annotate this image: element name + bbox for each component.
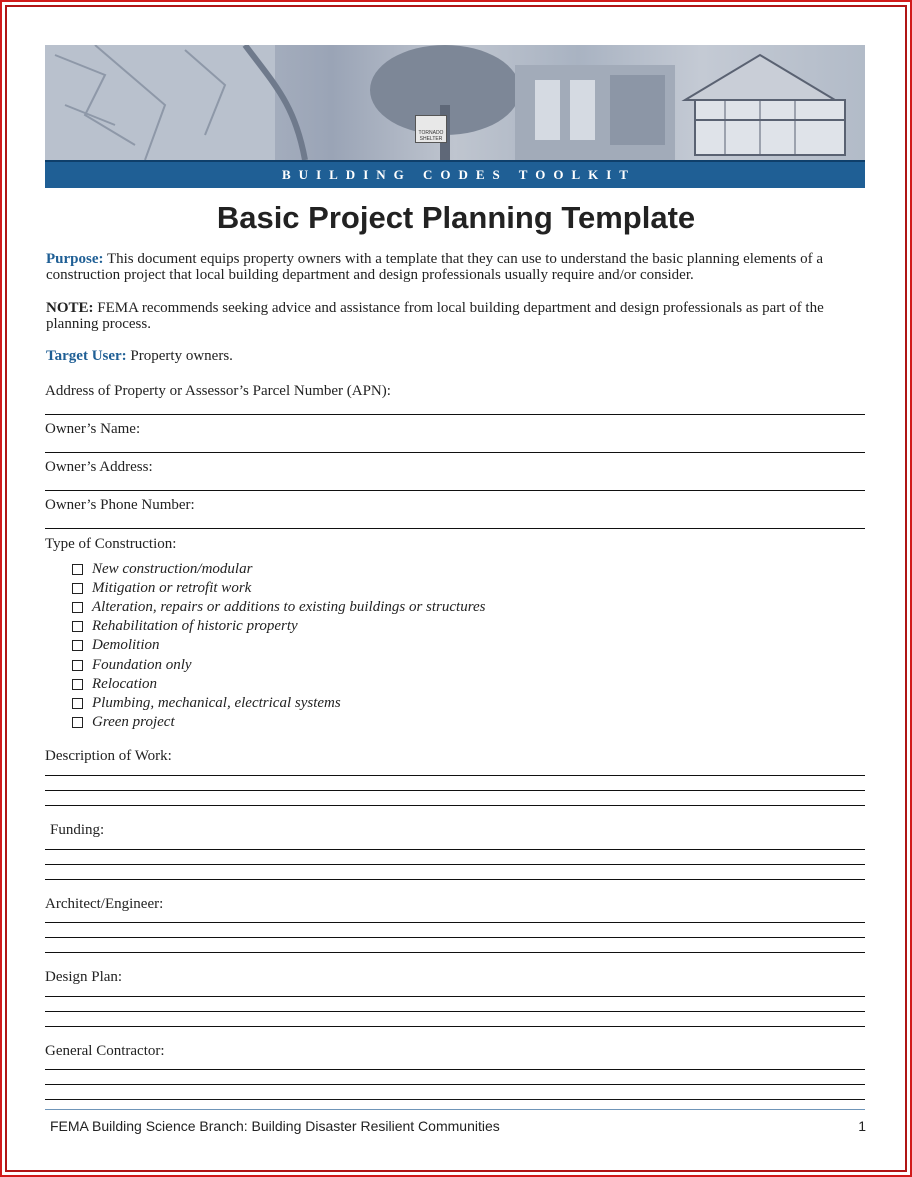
construction-option[interactable]: [72, 617, 485, 636]
owner-name-line[interactable]: [45, 452, 865, 453]
checkbox[interactable]: [72, 602, 83, 613]
design-plan-line[interactable]: [45, 1011, 865, 1012]
tornado-shelter-sign: TORNADO SHELTER: [415, 115, 447, 143]
description-label: Description of Work:: [45, 748, 172, 764]
option-label: New construction/modular: [92, 561, 253, 578]
design-plan-line[interactable]: [45, 996, 865, 997]
construction-option[interactable]: [72, 694, 485, 713]
checkbox[interactable]: [72, 621, 83, 632]
checkbox[interactable]: [72, 717, 83, 728]
owner-phone-label: Owner’s Phone Number:: [45, 497, 195, 513]
architect-line[interactable]: [45, 952, 865, 953]
footer-text: FEMA Building Science Branch: Building Disaster Resilient Communities: [50, 1118, 500, 1134]
option-label: Plumbing, mechanical, electrical systems: [92, 694, 341, 711]
funding-line[interactable]: [45, 864, 865, 865]
target-user-paragraph: [46, 348, 868, 364]
funding-line[interactable]: [45, 849, 865, 850]
architect-label: Architect/Engineer:: [45, 896, 164, 912]
option-label: Alteration, repairs or additions to existing buildings or structures: [92, 599, 486, 616]
contractor-line[interactable]: [45, 1084, 865, 1085]
architect-line[interactable]: [45, 937, 865, 938]
option-label: Foundation only: [92, 656, 192, 673]
description-line[interactable]: [45, 775, 865, 776]
contractor-line[interactable]: [45, 1099, 865, 1100]
checkbox[interactable]: [72, 679, 83, 690]
construction-option[interactable]: [72, 579, 485, 598]
checkbox[interactable]: [72, 660, 83, 671]
note-paragraph: [46, 300, 868, 332]
option-label: Demolition: [92, 637, 160, 654]
description-line[interactable]: [45, 805, 865, 806]
checkbox[interactable]: [72, 698, 83, 709]
banner-photo-collage: [45, 45, 865, 160]
owner-name-label: Owner’s Name:: [45, 421, 141, 437]
note-text: FEMA recommends seeking advice and assistance from local building department and design professionals as part of the planning process.: [46, 300, 824, 332]
checkbox[interactable]: [72, 564, 83, 575]
construction-option[interactable]: [72, 655, 485, 674]
contractor-label: General Contractor:: [45, 1043, 165, 1059]
owner-address-label: Owner’s Address:: [45, 459, 153, 475]
option-label: Green project: [92, 713, 175, 730]
banner-illustration: [45, 45, 865, 160]
option-label: Rehabilitation of historic property: [92, 618, 298, 635]
target-user-label: Target User:: [46, 348, 127, 364]
description-line[interactable]: [45, 790, 865, 791]
address-label: Address of Property or Assessor’s Parcel Number (APN):: [45, 383, 391, 399]
option-label: Mitigation or retrofit work: [92, 580, 252, 597]
header-banner: [45, 45, 865, 188]
option-label: Relocation: [92, 675, 157, 692]
owner-phone-line[interactable]: [45, 528, 865, 529]
construction-option[interactable]: [72, 713, 485, 732]
purpose-text: This document equips property owners with a template that they can use to understand the basic planning elements of a construction project that local building department and design professionals usually require and/or consider.: [46, 251, 824, 283]
checkbox[interactable]: [72, 583, 83, 594]
purpose-paragraph: [46, 251, 868, 283]
toolkit-title: BUILDING CODES TOOLKIT: [282, 167, 636, 182]
banner-bar: [45, 160, 865, 188]
construction-type-checklist: [72, 560, 485, 732]
note-label: NOTE:: [46, 300, 94, 316]
construction-type-label: Type of Construction:: [45, 536, 177, 552]
checkbox[interactable]: [72, 640, 83, 651]
construction-option[interactable]: [72, 598, 485, 617]
address-line[interactable]: [45, 414, 865, 415]
construction-option[interactable]: [72, 636, 485, 655]
owner-address-line[interactable]: [45, 490, 865, 491]
target-user-text: Property owners.: [126, 348, 233, 364]
construction-option[interactable]: [72, 560, 485, 579]
purpose-label: Purpose:: [46, 251, 104, 267]
construction-option[interactable]: [72, 675, 485, 694]
design-plan-line[interactable]: [45, 1026, 865, 1027]
design-plan-label: Design Plan:: [45, 969, 123, 985]
footer-divider: [45, 1109, 865, 1110]
funding-line[interactable]: [45, 879, 865, 880]
page-number: 1: [858, 1118, 866, 1134]
funding-label: Funding:: [50, 822, 105, 838]
architect-line[interactable]: [45, 922, 865, 923]
contractor-line[interactable]: [45, 1069, 865, 1070]
page-title: Basic Project Planning Template: [216, 200, 696, 235]
